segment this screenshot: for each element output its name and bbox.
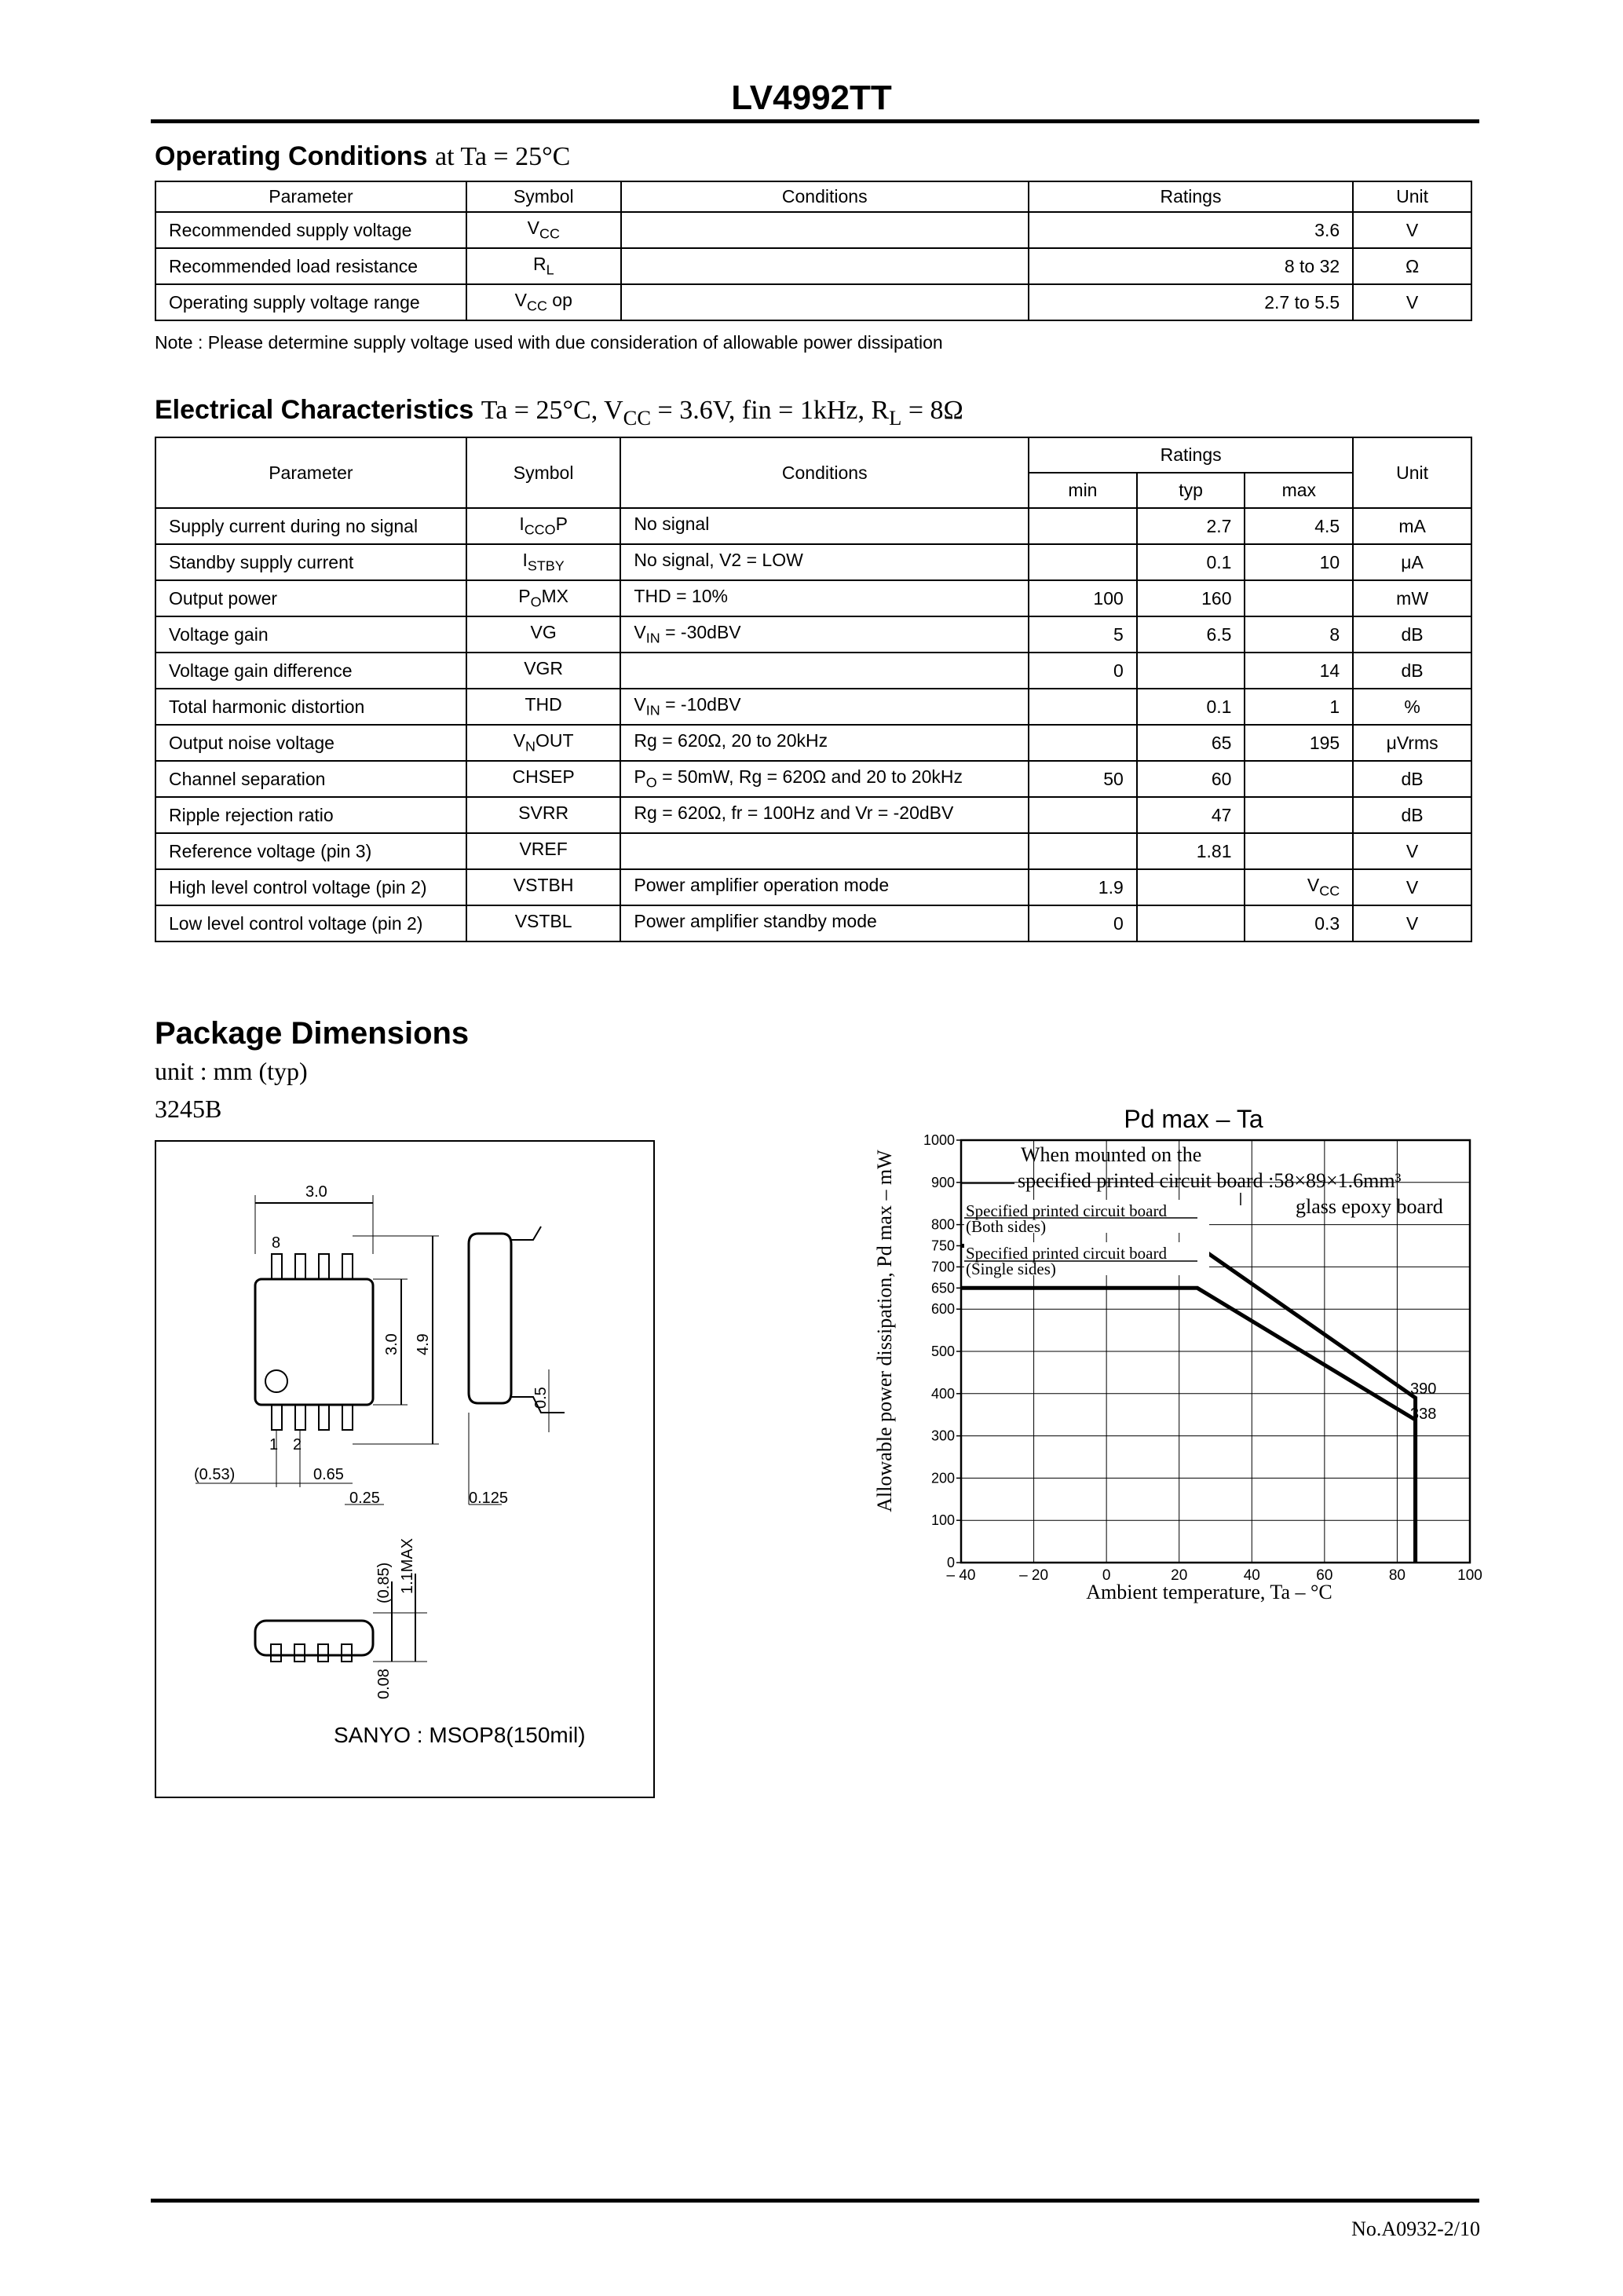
y-tick-label: 650 <box>930 1280 955 1296</box>
max-cell: 4.5 <box>1245 508 1353 544</box>
x-tick-label: 0 <box>1102 1567 1111 1584</box>
y-tick-label: 300 <box>930 1428 955 1444</box>
y-tick-label: 750 <box>930 1238 955 1254</box>
param-cell: Channel separation <box>155 761 466 797</box>
operating-row <box>155 248 1471 284</box>
electrical-row <box>155 580 1471 616</box>
annot-390: 390 <box>1410 1380 1437 1398</box>
annot-both-1: Specified printed circuit board <box>966 1201 1167 1220</box>
y-tick-label: 500 <box>930 1344 955 1359</box>
unit-cell: mW <box>1353 580 1471 616</box>
param-cell: Voltage gain difference <box>155 653 466 689</box>
operating-heading <box>155 141 570 172</box>
param-cell: Output noise voltage <box>155 725 466 761</box>
package-code: 3245B <box>155 1095 222 1123</box>
max-cell: 0.3 <box>1245 905 1353 941</box>
el-col-symbol: Symbol <box>466 437 621 508</box>
max-cell: 1 <box>1245 689 1353 725</box>
operating-table <box>155 181 1472 321</box>
conditions-cell <box>621 284 1029 320</box>
unit-cell: dB <box>1353 616 1471 653</box>
symbol-cell: CHSEP <box>466 761 621 797</box>
x-tick-label: 60 <box>1316 1567 1333 1584</box>
el-col-typ: typ <box>1137 473 1245 508</box>
unit-cell: V <box>1353 833 1471 869</box>
electrical-row <box>155 725 1471 761</box>
ic-body-side <box>469 1234 511 1403</box>
dim-width: 3.0 <box>305 1183 327 1201</box>
pin-top <box>272 1254 282 1279</box>
unit-cell: mA <box>1353 508 1471 544</box>
x-tick-label: – 40 <box>946 1567 976 1584</box>
symbol-cell: VREF <box>466 833 621 869</box>
operating-title: Operating Conditions <box>155 141 428 171</box>
pin8-label: 8 <box>272 1234 281 1252</box>
pin-top <box>342 1254 353 1279</box>
unit-cell: dB <box>1353 653 1471 689</box>
unit-cell: μVrms <box>1353 725 1471 761</box>
x-tick-label: 80 <box>1388 1567 1406 1584</box>
param-cell: High level control voltage (pin 2) <box>155 869 466 905</box>
symbol-cell: $V_{CC}$ op <box>466 284 621 320</box>
min-cell <box>1029 833 1137 869</box>
dim-008: 0.08 <box>375 1669 393 1699</box>
max-cell: 14 <box>1245 653 1353 689</box>
document-number: No.A0932-2/10 <box>1351 2217 1480 2240</box>
pin2-label: 2 <box>293 1436 302 1453</box>
el-col-parameter: Parameter <box>155 437 466 508</box>
operating-condition: at Ta = 25°C <box>435 142 571 171</box>
rating-cell: 2.7 to 5.5 <box>1029 284 1353 320</box>
param-cell: Recommended load resistance <box>155 248 466 284</box>
param-cell: Output power <box>155 580 466 616</box>
symbol-cell: $V_{CC}$ <box>466 212 621 248</box>
symbol-cell: $P_OMX$ <box>466 580 621 616</box>
conditions-cell: Power amplifier operation mode <box>620 869 1029 905</box>
conditions-cell <box>620 653 1029 689</box>
pin-end <box>342 1644 352 1662</box>
el-col-conditions: Conditions <box>620 437 1029 508</box>
electrical-row <box>155 797 1471 833</box>
unit-cell: μA <box>1353 544 1471 580</box>
conditions-cell <box>620 833 1029 869</box>
y-tick-label: 100 <box>930 1512 955 1529</box>
unit-cell: % <box>1353 689 1471 725</box>
param-cell: Ripple rejection ratio <box>155 797 466 833</box>
electrical-row <box>155 905 1471 941</box>
chart-xlabel: Ambient temperature, Ta – °C <box>1086 1581 1332 1603</box>
unit-cell: V <box>1353 284 1471 320</box>
symbol-cell: VGR <box>466 653 621 689</box>
electrical-heading <box>155 395 963 430</box>
el-col-max: max <box>1245 473 1353 508</box>
ic-body-top <box>255 1279 373 1405</box>
pin-end <box>271 1644 281 1662</box>
operating-header-row <box>155 181 1471 212</box>
conditions-cell: $V_{IN} = -10dBV$ <box>620 689 1029 725</box>
x-tick-label: 100 <box>1457 1567 1482 1584</box>
operating-note: Note : Please determine supply voltage used with due consideration of allowable power dissipation <box>155 332 943 353</box>
pin1-mark-icon <box>265 1370 287 1392</box>
min-cell <box>1029 725 1137 761</box>
param-cell: Voltage gain <box>155 616 466 653</box>
x-tick-label: 20 <box>1171 1567 1188 1584</box>
package-caption: SANYO : MSOP8(150mil) <box>334 1723 586 1747</box>
unit-cell: dB <box>1353 761 1471 797</box>
unit-cell: V <box>1353 869 1471 905</box>
annot-mounted-1: When mounted on the <box>1021 1143 1202 1166</box>
conditions-cell: THD = 10% <box>620 580 1029 616</box>
pin-bottom <box>342 1405 353 1430</box>
electrical-row <box>155 761 1471 797</box>
max-cell <box>1245 833 1353 869</box>
min-cell: 5 <box>1029 616 1137 653</box>
package-heading: Package Dimensions <box>155 1016 470 1051</box>
symbol-cell: SVRR <box>466 797 621 833</box>
typ-cell: 47 <box>1137 797 1245 833</box>
electrical-row <box>155 653 1471 689</box>
annot-both-2: (Both sides) <box>966 1217 1047 1236</box>
min-cell: 100 <box>1029 580 1137 616</box>
header-rule <box>151 119 1479 123</box>
y-tick-label: 1000 <box>923 1132 955 1148</box>
symbol-cell: THD <box>466 689 621 725</box>
max-cell <box>1245 580 1353 616</box>
y-tick-label: 700 <box>930 1259 955 1275</box>
conditions-cell: $P_O = 50mW$, Rg = 620Ω and 20 to 20kHz <box>620 761 1029 797</box>
symbol-cell: $R_L$ <box>466 248 621 284</box>
conditions-cell: Power amplifier standby mode <box>620 905 1029 941</box>
pin-top <box>319 1254 329 1279</box>
max-cell: 10 <box>1245 544 1353 580</box>
col-conditions: Conditions <box>621 181 1029 212</box>
max-cell: $V_{CC}$ <box>1245 869 1353 905</box>
param-cell: Operating supply voltage range <box>155 284 466 320</box>
rating-cell: 3.6 <box>1029 212 1353 248</box>
param-cell: Reference voltage (pin 3) <box>155 833 466 869</box>
typ-cell: 160 <box>1137 580 1245 616</box>
param-cell: Low level control voltage (pin 2) <box>155 905 466 941</box>
dim-0125: 0.125 <box>469 1490 509 1507</box>
conditions-cell: No signal <box>620 508 1029 544</box>
pd-ta-chart <box>864 1095 1492 1629</box>
unit-cell: V <box>1353 905 1471 941</box>
unit-cell: V <box>1353 212 1471 248</box>
conditions-cell <box>621 248 1029 284</box>
min-cell: 1.9 <box>1029 869 1137 905</box>
max-cell <box>1245 761 1353 797</box>
dim-11max: 1.1MAX <box>399 1537 416 1594</box>
y-tick-label: 400 <box>930 1385 955 1402</box>
min-cell <box>1029 797 1137 833</box>
y-tick-label: 200 <box>930 1470 955 1486</box>
typ-cell <box>1137 905 1245 941</box>
col-unit: Unit <box>1353 181 1471 212</box>
dim-height-total: 4.9 <box>415 1333 432 1355</box>
col-symbol: Symbol <box>466 181 621 212</box>
typ-cell: 0.1 <box>1137 689 1245 725</box>
col-parameter: Parameter <box>155 181 466 212</box>
symbol-cell: $I_{CCO}P$ <box>466 508 621 544</box>
chart-title: Pd max – Ta <box>1124 1105 1263 1133</box>
typ-cell <box>1137 869 1245 905</box>
typ-cell <box>1137 653 1245 689</box>
operating-row <box>155 212 1471 248</box>
pin1-label: 1 <box>269 1436 279 1453</box>
series-line-single-sides <box>961 1288 1416 1563</box>
electrical-row <box>155 833 1471 869</box>
min-cell: 50 <box>1029 761 1137 797</box>
unit-cell: dB <box>1353 797 1471 833</box>
symbol-cell: $V_NOUT$ <box>466 725 621 761</box>
typ-cell: 1.81 <box>1137 833 1245 869</box>
annot-mounted-3: glass epoxy board <box>1296 1195 1443 1218</box>
y-tick-label: 600 <box>930 1301 955 1318</box>
pin-bottom <box>319 1405 329 1430</box>
electrical-table <box>155 437 1472 942</box>
electrical-title: Electrical Characteristics <box>155 395 474 425</box>
conditions-cell: $V_{IN} = -30dBV$ <box>620 616 1029 653</box>
operating-row <box>155 284 1471 320</box>
max-cell <box>1245 797 1353 833</box>
pin-bottom <box>272 1405 282 1430</box>
rating-cell: 8 to 32 <box>1029 248 1353 284</box>
param-cell: Supply current during no signal <box>155 508 466 544</box>
el-col-ratings: Ratings <box>1029 437 1353 473</box>
series-line-both-sides <box>961 1246 1416 1563</box>
typ-cell: 2.7 <box>1137 508 1245 544</box>
symbol-cell: VSTBH <box>466 869 621 905</box>
min-cell: 0 <box>1029 653 1137 689</box>
typ-cell: 65 <box>1137 725 1245 761</box>
pin-bottom <box>295 1405 305 1430</box>
electrical-row <box>155 616 1471 653</box>
x-tick-label: 40 <box>1243 1567 1260 1584</box>
electrical-row <box>155 508 1471 544</box>
package-unit: unit : mm (typ) <box>155 1057 308 1085</box>
y-tick-label: 800 <box>930 1216 955 1233</box>
param-cell: Standby supply current <box>155 544 466 580</box>
el-col-min: min <box>1029 473 1137 508</box>
electrical-row <box>155 689 1471 725</box>
symbol-cell: VSTBL <box>466 905 621 941</box>
typ-cell: 60 <box>1137 761 1245 797</box>
unit-cell: Ω <box>1353 248 1471 284</box>
min-cell <box>1029 689 1137 725</box>
annot-single-2: (Single sides) <box>966 1260 1056 1278</box>
conditions-cell: No signal, V2 = LOW <box>620 544 1029 580</box>
electrical-row <box>155 544 1471 580</box>
electrical-row <box>155 869 1471 905</box>
min-cell <box>1029 508 1137 544</box>
pin-top <box>295 1254 305 1279</box>
conditions-cell <box>621 212 1029 248</box>
el-col-unit: Unit <box>1353 437 1471 508</box>
y-tick-label: 0 <box>946 1555 955 1570</box>
dim-height-body: 3.0 <box>383 1333 400 1355</box>
conditions-cell: Rg = 620Ω, 20 to 20kHz <box>620 725 1029 761</box>
dim-085: (0.85) <box>375 1562 393 1603</box>
dim-025: 0.25 <box>349 1490 380 1507</box>
dim-065: 0.65 <box>313 1466 344 1483</box>
package-drawing-box <box>155 1140 655 1798</box>
param-cell: Total harmonic distortion <box>155 689 466 725</box>
chart-ylabel: Allowable power dissipation, Pd max – mW <box>873 1150 896 1512</box>
x-tick-label: – 20 <box>1019 1567 1049 1584</box>
conditions-cell: Rg = 620Ω, fr = 100Hz and Vr = -20dBV <box>620 797 1029 833</box>
typ-cell: 6.5 <box>1137 616 1245 653</box>
package-drawing <box>156 1142 653 1797</box>
pin-end <box>294 1644 305 1662</box>
footer-rule <box>151 2199 1479 2203</box>
page-title: LV4992TT <box>731 79 892 117</box>
col-ratings: Ratings <box>1029 181 1353 212</box>
min-cell <box>1029 544 1137 580</box>
annot-single-1: Specified printed circuit board <box>966 1244 1167 1263</box>
symbol-cell: VG <box>466 616 621 653</box>
min-cell: 0 <box>1029 905 1137 941</box>
dim-05: 0.5 <box>532 1387 550 1409</box>
annot-mounted-2: specified printed circuit board :58×89×1.6mm³ <box>1018 1169 1402 1192</box>
typ-cell: 0.1 <box>1137 544 1245 580</box>
max-cell: 8 <box>1245 616 1353 653</box>
pin-end <box>318 1644 328 1662</box>
ic-body-end <box>255 1621 373 1655</box>
param-cell: Recommended supply voltage <box>155 212 466 248</box>
symbol-cell: $I_{STBY}$ <box>466 544 621 580</box>
electrical-condition: Ta = 25°C, $V_{CC} = 3.6V$, fin = 1kHz, $R_L = 8\Omega$ <box>481 396 963 430</box>
annot-338: 338 <box>1410 1406 1437 1423</box>
y-tick-label: 900 <box>930 1174 955 1190</box>
dim-053: (0.53) <box>194 1466 236 1483</box>
max-cell: 195 <box>1245 725 1353 761</box>
